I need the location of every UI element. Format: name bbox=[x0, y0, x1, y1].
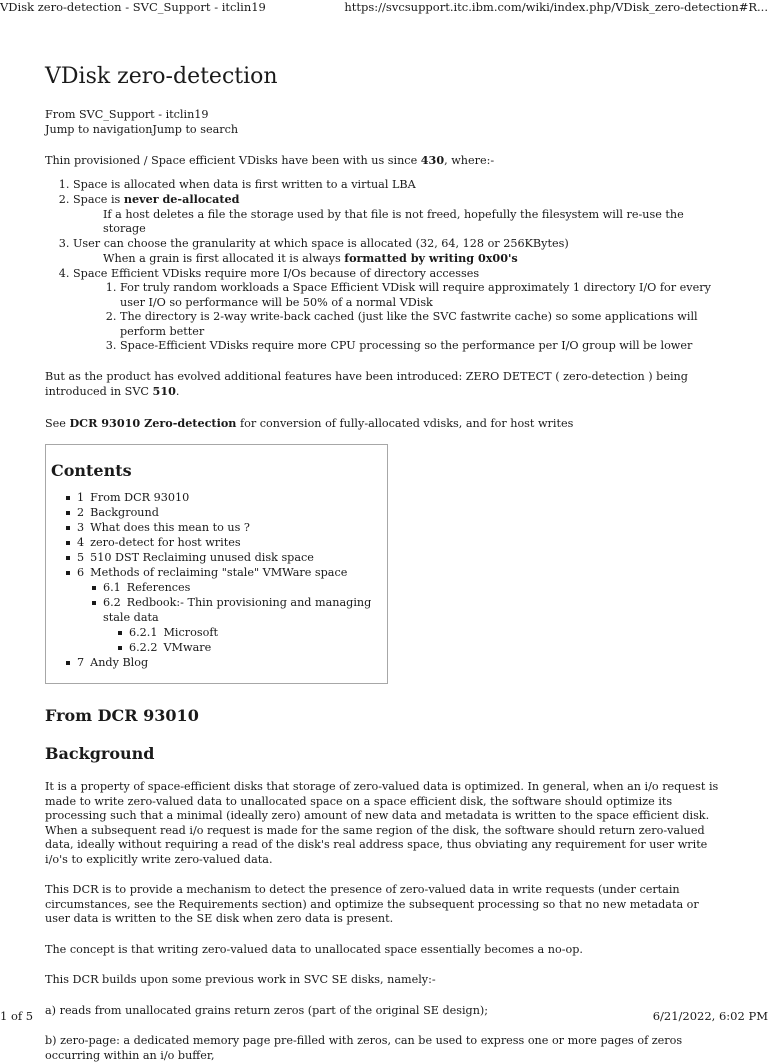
background-paragraph: This DCR builds upon some previous work in SVC SE disks, namely:- bbox=[45, 973, 436, 986]
toc-item[interactable]: 6.2.1 Microsoft bbox=[129, 625, 387, 640]
intro-paragraph: Thin provisioned / Space efficient VDisks have been with us since 430, where:- bbox=[45, 153, 495, 167]
background-paragraph: This DCR is to provide a mechanism to detect the presence of zero-valued data in write requests (under certain circumstances, see the Requirements section) and optimize the subsequent processing so that no new metadata or user data is written to the SE disk when zero data is present. bbox=[45, 883, 699, 925]
feature-list bbox=[45, 178, 725, 354]
background-paragraph: a) reads from unallocated grains return zeros (part of the original SE design); bbox=[45, 1003, 489, 1017]
print-timestamp: 6/21/2022, 6:02 PM bbox=[652, 1009, 768, 1023]
background-paragraph: It is a property of space-efficient disks that storage of zero-valued data is optimized. In general, when an i/o request is made to write zero-valued data to unallocated space on a space efficient disk, the software should optimize its processing such that a minimal (ideally zero) amount of new data and metadata is written to the space efficient disk. When a subsequent read i/o request is made for the same region of the disk, the software should return zero-valued data, ideally without requiring a read of the disk's real address space, thus obviating any requirement for user write i/o's to explicitly write zero-valued data. bbox=[45, 780, 719, 866]
list-note: If a host deletes a file the storage used by that file is not freed, hopefully the filesystem will re-use the storage bbox=[103, 207, 684, 235]
toc-item[interactable]: 6 Methods of reclaiming "stale" VMWare space 6.1 References 6.2 Redbook:- Thin provisioning and managing stale data 6.2.1 Microsoft 6.2.2 VMware bbox=[77, 565, 387, 655]
toc-item[interactable]: 7 Andy Blog bbox=[77, 655, 387, 670]
list-item: 3. User can choose the granularity at which space is allocated (32, 64, 128 or 256KBytes) When a grain is first allocated it is always formatted by writing 0x00's bbox=[73, 237, 725, 267]
page-counter: 1 of 5 bbox=[0, 1009, 34, 1023]
see-paragraph: See DCR 93010 Zero-detection for conversion of fully-allocated vdisks, and for host writes bbox=[45, 415, 574, 430]
list-item: 4. Space Efficient VDisks require more I/Os because of directory accesses 1. For truly random workloads a Space Efficient VDisk will require approximately 1 directory I/O for every user I/O so performance will be 50% of a normal VDisk 2. The directory is 2-way write-back cached (just like the SVC fastwrite cache) so some applications will perform better 3. Space-Efficient VDisks require more CPU processing so the performance per I/O group will be lower bbox=[73, 267, 725, 354]
list-note: When a grain is first allocated it is always formatted by writing 0x00's bbox=[103, 251, 518, 265]
dcr-link[interactable]: DCR 93010 Zero-detection bbox=[69, 415, 237, 430]
toc-item[interactable]: 2 Background bbox=[77, 505, 387, 520]
background-paragraph: The concept is that writing zero-valued data to unallocated space essentially becomes a no-op. bbox=[45, 942, 583, 956]
sub-list-item: 3. Space-Efficient VDisks require more CPU processing so the performance per I/O group will be lower bbox=[120, 339, 725, 354]
evolved-paragraph: But as the product has evolved additional features have been introduced: ZERO DETECT ( zero-detection ) being introduced in SVC 510. bbox=[45, 369, 688, 398]
jump-links[interactable]: Jump to navigationJump to search bbox=[45, 122, 239, 136]
sub-list-item: 1. For truly random workloads a Space Efficient VDisk will require approximately 1 directory I/O for every user I/O so performance will be 50% of a normal VDisk bbox=[120, 281, 725, 310]
list-item: 1. Space is allocated when data is first written to a virtual LBA bbox=[73, 178, 725, 193]
toc-item[interactable]: 6.1 References bbox=[103, 580, 387, 595]
toc-item[interactable]: 6.2 Redbook:- Thin provisioning and managing stale data 6.2.1 Microsoft 6.2.2 VMware bbox=[103, 595, 387, 655]
toc-item[interactable]: 6.2.2 VMware bbox=[129, 640, 387, 655]
site-subtitle: From SVC_Support - itclin19 bbox=[45, 108, 209, 121]
page-title: VDisk zero-detection bbox=[45, 64, 278, 89]
toc-title: Contents bbox=[51, 461, 132, 480]
toc-item[interactable]: 4 zero-detect for host writes bbox=[77, 535, 387, 550]
list-item: 2. Space is never de-allocated If a host deletes a file the storage used by that file is not freed, hopefully the filesystem will re-use the storage bbox=[73, 192, 725, 237]
section-heading-background: Background bbox=[45, 744, 155, 763]
background-paragraph: b) zero-page: a dedicated memory page pre-filled with zeros, can be used to express one or more pages of zeros occurring within an i/o buffer, bbox=[45, 1034, 683, 1062]
sub-list-item: 2. The directory is 2-way write-back cached (just like the SVC fastwrite cache) so some applications will perform better bbox=[120, 310, 725, 339]
article-content bbox=[45, 62, 725, 1063]
toc-item[interactable]: 3 What does this mean to us ? bbox=[77, 520, 387, 535]
browser-page-title: VDisk zero-detection - SVC_Support - itclin19 bbox=[0, 0, 266, 14]
section-heading-from-dcr: From DCR 93010 bbox=[45, 706, 199, 725]
toc-item[interactable]: 5 510 DST Reclaiming unused disk space bbox=[77, 550, 387, 565]
browser-page-url: https://svcsupport.itc.ibm.com/wiki/index.php/VDisk_zero-detection#R... bbox=[344, 0, 768, 14]
toc-item[interactable]: 1 From DCR 93010 bbox=[77, 490, 387, 505]
table-of-contents bbox=[45, 444, 388, 684]
